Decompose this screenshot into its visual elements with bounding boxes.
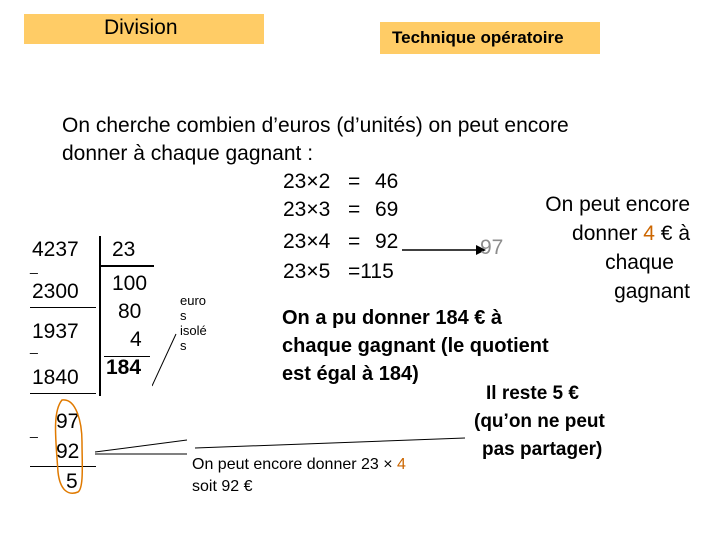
side-note-line-4: s bbox=[180, 338, 187, 353]
remainder-note-line-1: Il reste 5 € bbox=[486, 383, 579, 404]
subtraction-4: 97 bbox=[56, 410, 80, 433]
mul-row-1-left: 23×2 bbox=[283, 170, 331, 193]
quotient-note-line-1: On a pu donner 184 € à bbox=[282, 307, 503, 329]
mul-row-2-eq: = bbox=[348, 198, 361, 221]
dividend: 4237 bbox=[32, 238, 79, 261]
right-note-line-3: chaque bbox=[605, 251, 674, 274]
right-note bbox=[500, 190, 690, 306]
highlight-circle bbox=[48, 392, 98, 500]
mul-row-4-eq: =115 bbox=[348, 260, 394, 283]
quotient-note-line-2: chaque gagnant (le quotient bbox=[282, 335, 549, 357]
side-note bbox=[180, 293, 207, 353]
quotient-note-line-3: est égal à 184) bbox=[282, 363, 419, 385]
mul-row-4-left: 23×5 bbox=[283, 260, 331, 283]
mul-row-3-left: 23×4 bbox=[283, 230, 331, 253]
remainder-note-line-2: (qu’on ne peut bbox=[474, 411, 605, 432]
partial-quotient-2: 80 bbox=[118, 300, 142, 323]
subtraction-5: 92 bbox=[56, 440, 80, 463]
quotient: 184 bbox=[106, 356, 142, 379]
remainder: 5 bbox=[66, 470, 78, 493]
division-vertical-bar bbox=[99, 236, 101, 396]
partial-quotient-1: 100 bbox=[112, 272, 148, 295]
intro-text bbox=[62, 112, 569, 168]
minus-sign-2: _ bbox=[30, 338, 38, 354]
gray-value-97: 97 bbox=[480, 236, 504, 259]
intro-line-1: On cherche combien d’euros (d’unités) on peut encore bbox=[62, 114, 569, 137]
quotient-note bbox=[282, 304, 549, 388]
mul-row-2-left: 23×3 bbox=[283, 198, 331, 221]
remainder-note bbox=[474, 380, 605, 464]
minus-sign-1: _ bbox=[30, 258, 38, 274]
subtraction-2: 1937 bbox=[32, 320, 79, 343]
mul-row-1-result: 46 bbox=[375, 170, 399, 193]
mul-row-1-eq: = bbox=[348, 170, 361, 193]
right-note-line-2: donner 4 € à bbox=[572, 222, 690, 245]
right-note-line-4: gagnant bbox=[614, 280, 690, 303]
remainder-note-line-3: pas partager) bbox=[482, 439, 603, 460]
page-title: Division bbox=[104, 16, 178, 39]
mul-row-3-result: 92 bbox=[375, 230, 399, 253]
mul-row-2-result: 69 bbox=[375, 198, 399, 221]
bottom-note bbox=[192, 454, 406, 498]
minus-sign-3: _ bbox=[30, 422, 38, 438]
subtraction-3: 1840 bbox=[32, 366, 79, 389]
intro-line-2: donner à chaque gagnant : bbox=[62, 142, 314, 165]
subtraction-line-1 bbox=[30, 307, 96, 308]
side-note-line-2: s bbox=[180, 308, 187, 323]
divisor: 23 bbox=[112, 238, 136, 261]
connector-line-2 bbox=[152, 330, 182, 390]
bottom-note-line-2: soit 92 € bbox=[192, 478, 253, 495]
side-note-line-1: euro bbox=[180, 293, 207, 308]
right-note-line-1: On peut encore bbox=[545, 193, 690, 216]
page-subtitle: Technique opératoire bbox=[392, 28, 564, 47]
side-note-line-3: isolé bbox=[180, 323, 207, 338]
subtraction-1: 2300 bbox=[32, 280, 79, 303]
bottom-note-line-1: On peut encore donner 23 × 4 bbox=[192, 456, 406, 473]
partial-quotient-3: 4 bbox=[130, 328, 142, 351]
mul-row-3-eq: = bbox=[348, 230, 361, 253]
arrow-icon bbox=[400, 236, 490, 256]
division-horizontal-bar bbox=[99, 265, 154, 267]
